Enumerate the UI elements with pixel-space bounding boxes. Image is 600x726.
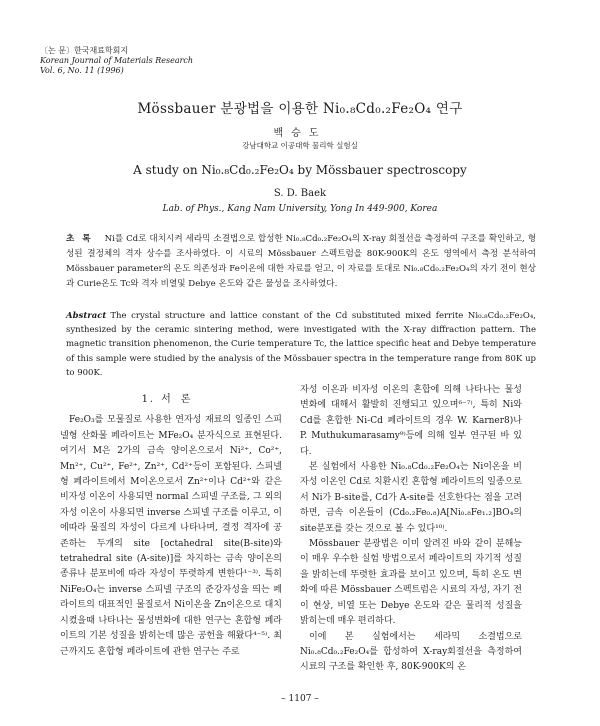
section-title: 서론	[161, 394, 201, 405]
page-number: – 1107 –	[281, 694, 319, 704]
header-category: 〔논 문〕한국재료학회지	[40, 46, 129, 55]
journal-header	[40, 46, 193, 76]
abstract-korean	[66, 232, 536, 292]
section-number: 1.	[141, 394, 156, 405]
paragraph: Mössbauer 분광법은 이미 알려진 바와 같이 분해능이 매우 우수한 실험 방법으로서 페라이트의 자기적 성질을 밝히는데 뚜렷한 효과를 보이고 있으며, 특히 온도 변화에 따른 Mössbauer 스펙트럼은 시료의 자성, 자기 전이 현상, 비열 또는 Debye 온도와 같은 물리적 성질을 밝히는데 매우 편리하다.	[300, 539, 522, 627]
abstract-english-label: Abstract	[66, 311, 107, 321]
body-column-left	[60, 392, 282, 660]
abstract-english	[66, 309, 536, 380]
abstract-korean-label: 초록	[66, 234, 99, 244]
paragraph: Fe₂O₃를 모물질로 사용한 연자성 재료의 일종인 스피넬형 산화물 페라이트는 MFe₂O₄ 분자식으로 표현된다. 여기서 M은 2가의 금속 양이온으로서 Ni²⁺, Co²⁺, Mn²⁺, Cu²⁺, Fe²⁺, Zn²⁺, Cd²⁺등이 포함된다. 스피넬형 페라이트에서 M이온으로서 Zn²⁺이나 Cd²⁺와 같은 비자성 이온이 사용되면 normal 스피넬 구조를, 그 외의 자성 이온이 사용되면 inverse 스피넬 구조를 이루고, 이에따라 물질의 자성이 다르게 나타나며, 결정 격자에 공존하는 두개의 site [octahedral site(B-site)와 tetrahedral site (A-site)]를 차지하는 금속 양이온의 종류나 분포비에 따라 자성이 뚜렷하게 변한다¹⁻³⁾. 특히 NiFe₂O₄는 inverse 스피넬 구조의 준강자성을 띄는 페라이트의 대표적인 물질로서 Ni이온을 Zn이온으로 대치시켰을때 나타나는 물성변화에 대한 연구는 혼합형 페라이트의 기본 성질을 밝히는데 많은 공헌을 해왔다⁴⁻⁵⁾. 최근까지도 혼합형 페라이트에 관한 연구는 주로	[60, 415, 282, 657]
title-english: A study on Ni₀.₈Cd₀.₂Fe₂O₄ by Mössbauer spectroscopy	[133, 163, 467, 177]
affiliation-korean: 강남대학교 이공대학 물리학 실험실	[242, 141, 358, 150]
body-column-right	[300, 383, 522, 676]
author-english: S. D. Baek	[273, 188, 327, 199]
paragraph: 이에 본 실험에서는 세라믹 소결법으로 Ni₀.₈Cd₀.₂Fe₂O₄를 합성하여 X-ray회절선을 측정하여 시료의 구조를 확인한 후, 80K-900K의 온	[300, 631, 522, 673]
paragraph: 본 실험에서 사용한 Ni₀.₈Cd₀.₂Fe₂O₄는 Ni이온을 비자성 이온인 Cd로 치환시킨 혼합형 페라이트의 일종으로서 Ni가 B-site를, Cd가 A-site를 선호한다는 점을 고려하면, 금속 이온들이 (Cd₀.₂Fe₀.₈)A[Ni₀.₈Fe₁.₂]BO₄의 site분포를 갖는 것으로 볼 수 있다¹⁰⁾.	[300, 462, 522, 534]
section-heading	[60, 392, 282, 407]
title-korean: Mössbauer 분광법을 이용한 Ni₀.₈Cd₀.₂Fe₂O₄ 연구	[137, 101, 463, 117]
affiliation-english: Lab. of Phys., Kang Nam University, Yong In 449-900, Korea	[162, 204, 438, 214]
header-volume: Vol. 6, No. 11 (1996)	[40, 66, 124, 75]
abstract-english-text: The crystal structure and lattice constant of the Cd substituted mixed ferrite Ni₀.₈Cd₀.₂Fe₂O₄, synthesized by the ceramic sintering method, were investigated with the X-ray diffraction pattern. The magnetic transition phenomenon, the Curie temperature Tc, the lattice specific heat and Debye temperature of this sample were studied by the analysis of the Mössbauer spectra in the temperature range from 80K up to 900K.	[66, 311, 536, 378]
abstract-korean-text: Ni를 Cd로 대치시켜 세라믹 소결법으로 합성한 Ni₀.₈Cd₀.₂Fe₂O₄의 X-ray 회절선을 측정하여 구조를 확인하고, 형성된 결정체의 격자 상수를 조사하였다. 이 시료의 Mössbauer 스펙트럼을 80K-900K의 온도 영역에서 측정 분석하여 Mössbauer parameter의 온도 의존성과 Fe이온에 대한 자료를 얻고, 이 자료를 토대로 Ni₀.₈Cd₀.₂Fe₂O₄의 자기 전이 현상과 Curie온도 Tc와 격자 비열및 Debye 온도와 같은 물성을 조사하였다.	[66, 234, 536, 289]
paragraph: 자성 이온과 비자성 이온의 혼합에 의해 나타나는 물성 변화에 대해서 활발히 진행되고 있으며⁶⁻⁷⁾, 특히 Ni와 Cd를 혼합한 Ni-Cd 페라이트의 경우 W. Karner8)나 P. Muthukumarasamy⁹⁾등에 의해 일부 연구된 바 있다.	[300, 385, 522, 457]
author-korean: 백승도	[273, 128, 327, 139]
header-journal-name: Korean Journal of Materials Research	[40, 56, 194, 65]
